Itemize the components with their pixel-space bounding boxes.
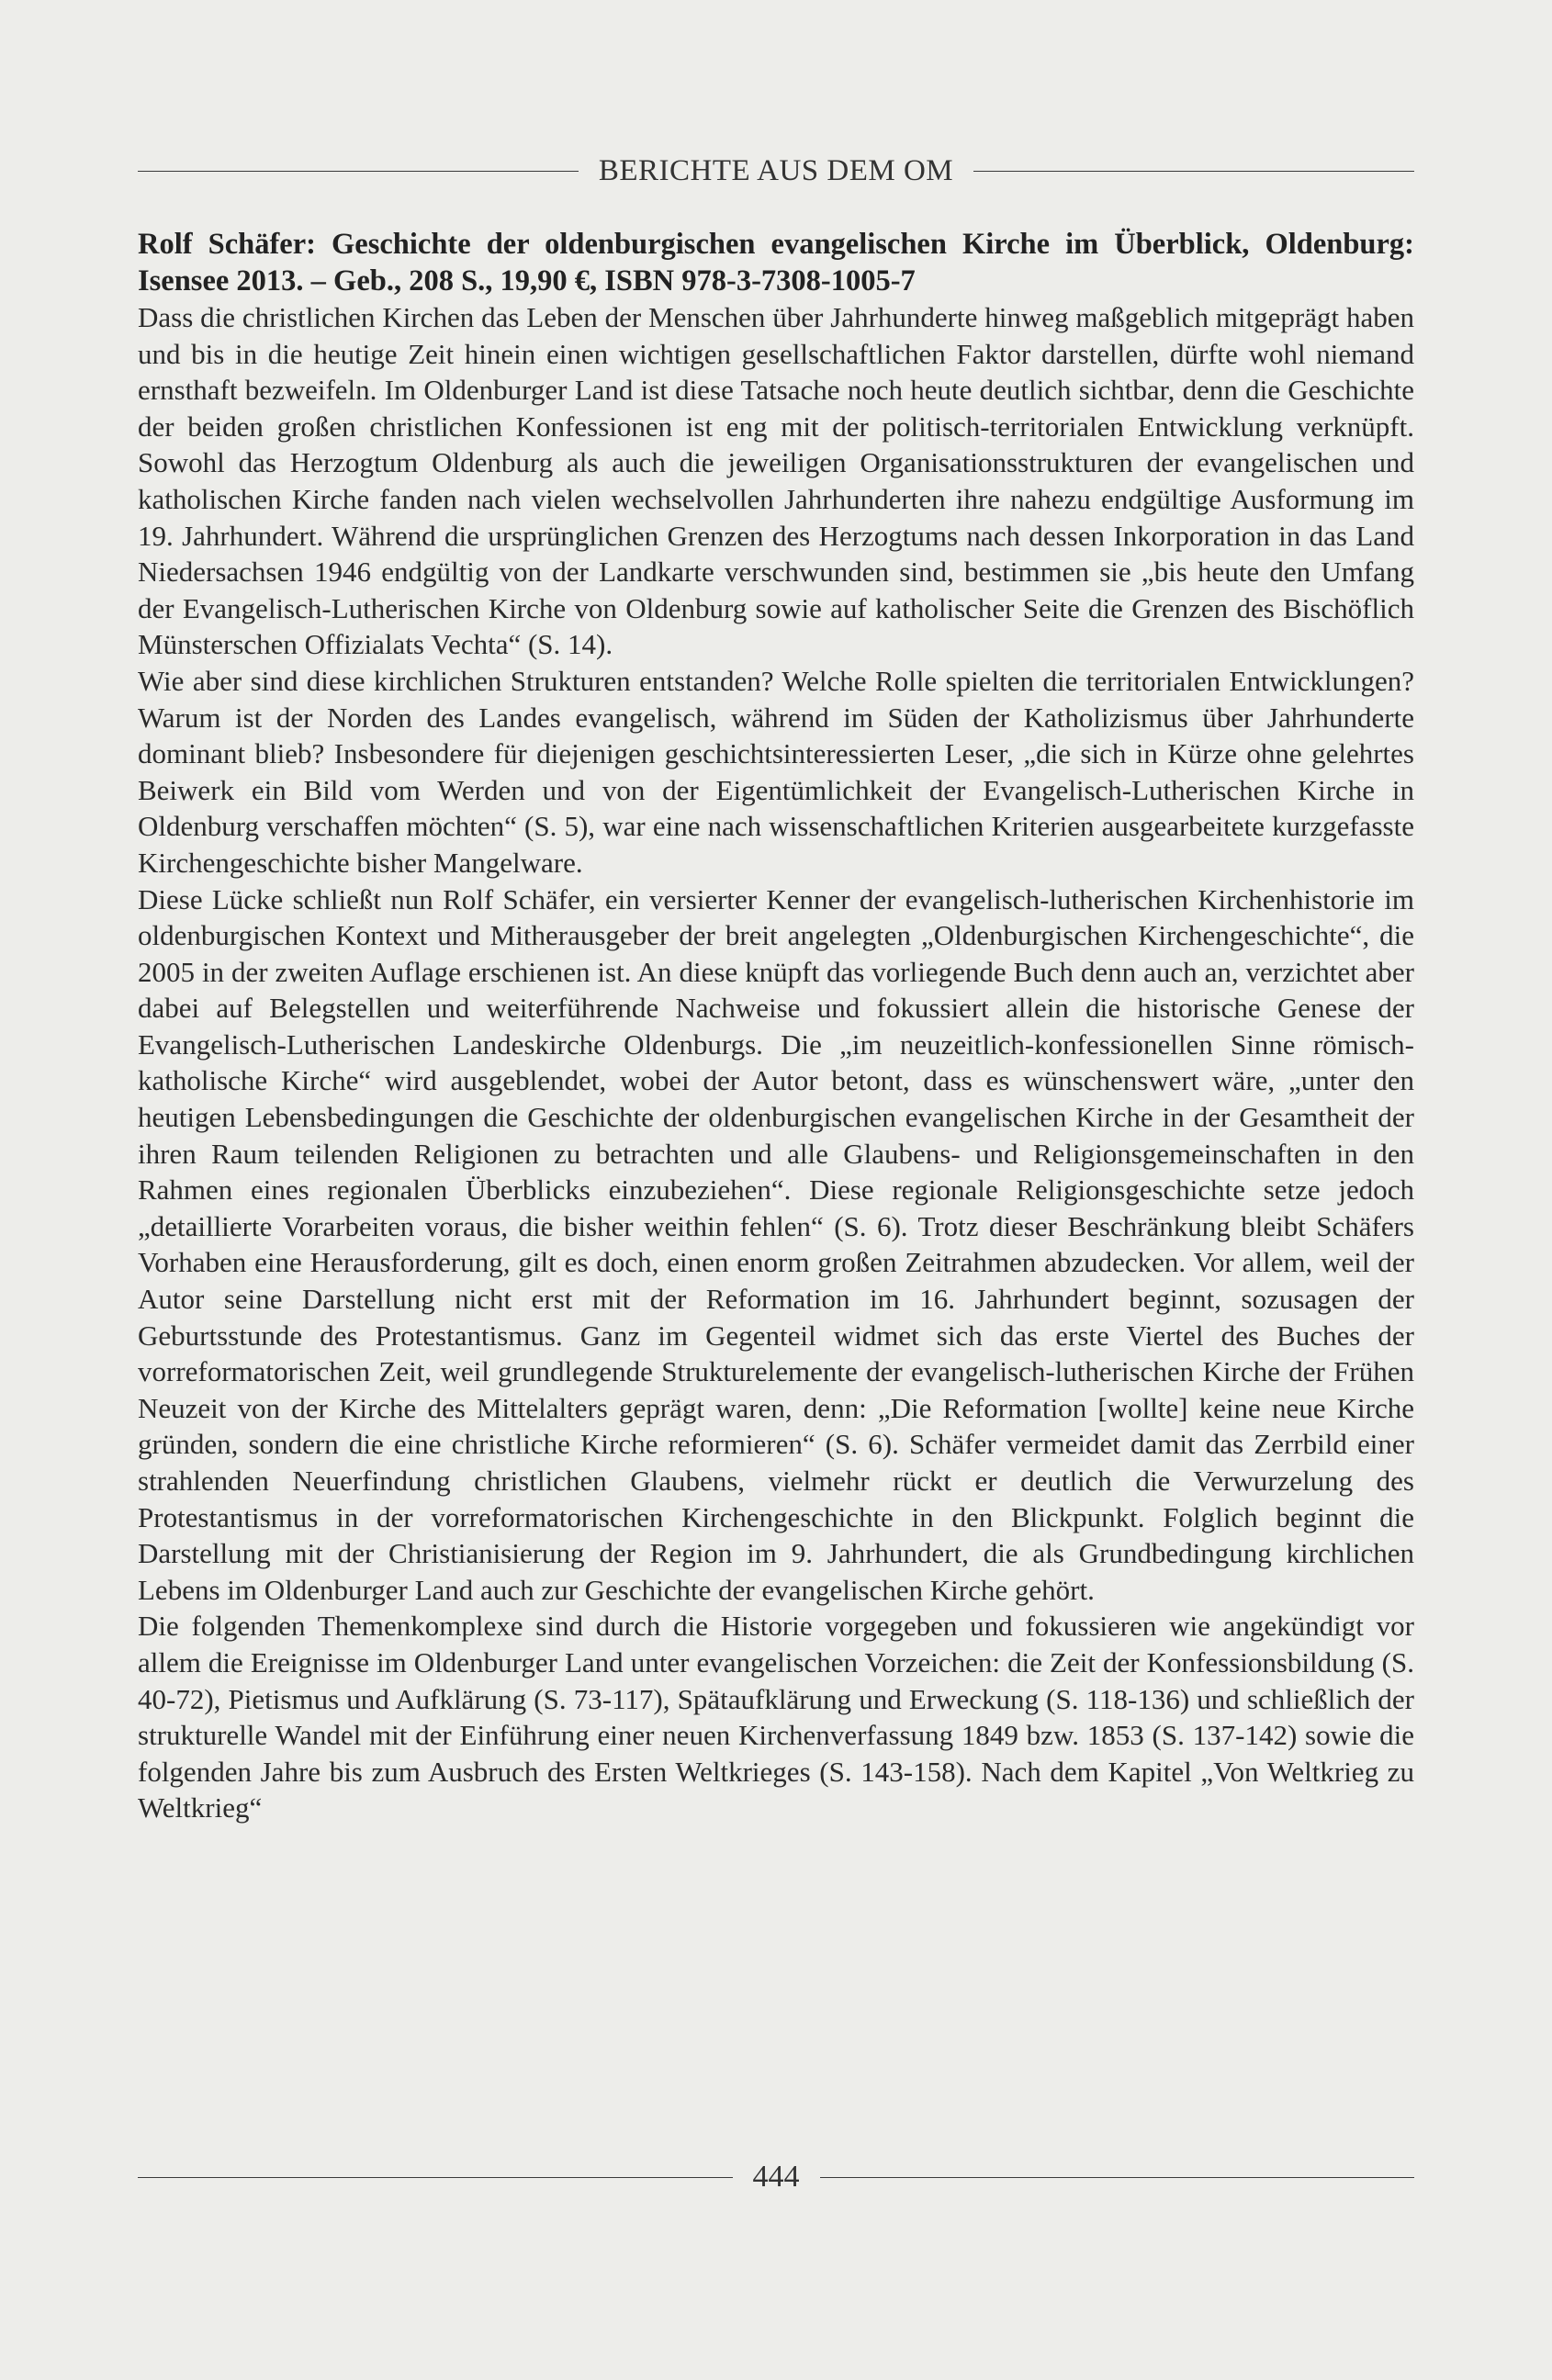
header-rule-left <box>138 171 579 172</box>
page-number: 444 <box>752 2160 800 2194</box>
header-title: BERICHTE AUS DEM OM <box>598 154 954 187</box>
footer-rule-left <box>138 2177 733 2178</box>
paragraph: Wie aber sind diese kirchlichen Strukturen entstanden? Welche Rolle spielten die territorialen Entwicklungen? Warum ist der Norden des Landes evangelisch, während im Süden der Katholizismus über Jahrhunderte dominant blieb? Insbesondere für diejenigen geschichtsinteressierten Leser, „die sich in Kürze ohne gelehrtes Beiwerk ein Bild vom Werden und von der Eigentümlichkeit der Evangelisch-Lutherischen Kirche in Oldenburg verschaffen möchten“ (S. 5), war eine nach wissenschaftlichen Kriterien ausgearbeitete kurzgefasste Kirchengeschichte bisher Mangelware. <box>138 664 1414 879</box>
footer-rule-right <box>820 2177 1415 2178</box>
paragraph: Diese Lücke schließt nun Rolf Schäfer, ein versierter Kenner der evangelisch-lutherischen Kirchenhistorie im oldenburgischen Kontext und Mitherausgeber der breit angelegten „Oldenburgischen Kirchengeschichte“, die 2005 in der zweiten Auflage erschienen ist. An diese knüpft das vorliegende Buch denn auch an, verzichtet aber dabei auf Belegstellen und weiterführende Nachweise und fokussiert allein die historische Genese der Evangelisch-Lutherischen Landeskirche Oldenburgs. Die „im neuzeitlich-konfessionellen Sinne römisch-katholische Kirche“ wird ausgeblendet, wobei der Autor betont, dass es wünschenswert wäre, „unter den heutigen Lebensbedingungen die Geschichte der oldenburgischen evangelischen Kirche in der Gesamtheit der ihren Raum teilenden Religionen zu betrachten und alle Glaubens- und Religionsgemeinschaften in den Rahmen eines regionalen Überblicks einzubeziehen“. Diese regionale Religionsgeschichte setze jedoch „detaillierte Vorarbeiten voraus, die bisher weithin fehlen“ (S. 6). Trotz dieser Beschränkung bleibt Schäfers Vorhaben eine Herausforderung, gilt es doch, einen enorm großen Zeitrahmen abzudecken. Vor allem, weil der Autor seine Darstellung nicht erst mit der Reformation im 16. Jahrhundert beginnt, sozusagen der Geburtsstunde des Protestantismus. Ganz im Gegenteil widmet sich das erste Viertel des Buches der vorreformatorischen Zeit, weil grundlegende Strukturelemente der evangelisch-lutherischen Kirche der Frühen Neuzeit von der Kirche des Mittelalters geprägt waren, denn: „Die Reformation [wollte] keine neue Kirche gründen, sondern die eine christliche Kirche reformieren“ (S. 6). Schäfer vermeidet damit das Zerrbild einer strahlenden Neuerfindung christlichen Glaubens, vielmehr rückt er deutlich die Verwurzelung des Protestantismus in der vorreformatorischen Kirchengeschichte in den Blickpunkt. Folglich beginnt die Darstellung mit der Christianisierung der Region im 9. Jahrhundert, die als Grundbedingung kirchlichen Lebens im Oldenburger Land auch zur Geschichte der evangelischen Kirche gehört. <box>138 882 1414 1606</box>
paragraph: Die folgenden Themenkomplexe sind durch die Historie vorgegeben und fokussieren wie angekündigt vor allem die Ereignisse im Oldenburger Land unter evangelischen Vorzeichen: die Zeit der Konfessionsbildung (S. 40-72), Pietismus und Aufklärung (S. 73-117), Spätaufklärung und Erweckung (S. 118-136) und schließlich der strukturelle Wandel mit der Einführung einer neuen Kirchenverfassung 1849 bzw. 1853 (S. 137-142) sowie die folgenden Jahre bis zum Ausbruch des Ersten Weltkrieges (S. 143-158). Nach dem Kapitel „Von Weltkrieg zu Weltkrieg“ <box>138 1610 1414 1824</box>
review-title: Rolf Schäfer: Geschichte der oldenburgischen evangelischen Kirche im Überblick, Oldenburg: Isensee 2013. – Geb., 208 S., 19,90 €, ISBN 978-3-7308-1005-7 <box>138 228 1414 298</box>
header-rule-right <box>973 171 1414 172</box>
review-article <box>138 226 1414 1826</box>
paragraph: Dass die christlichen Kirchen das Leben der Menschen über Jahrhunderte hinweg maßgeblich mitgeprägt haben und bis in die heutige Zeit hinein einen wichtigen gesellschaftlichen Faktor darstellen, dürfte wohl niemand ernsthaft bezweifeln. Im Oldenburger Land ist diese Tatsache noch heute deutlich sichtbar, denn die Geschichte der beiden großen christlichen Konfessionen ist eng mit der politisch-territorialen Entwicklung verknüpft. Sowohl das Herzogtum Oldenburg als auch die jeweiligen Organisationsstrukturen der evangelischen und katholischen Kirche fanden nach vielen wechselvollen Jahrhunderten ihre nahezu endgültige Ausformung im 19. Jahrhundert. Während die ursprünglichen Grenzen des Herzogtums nach dessen Inkorporation in das Land Niedersachsen 1946 endgültig von der Landkarte verschwunden sind, bestimmen sie „bis heute den Umfang der Evangelisch-Lutherischen Kirche von Oldenburg sowie auf katholischer Seite die Grenzen des Bischöflich Münsterschen Offizialats Vechta“ (S. 14). <box>138 301 1414 661</box>
running-header <box>138 154 1414 188</box>
page-footer <box>138 2160 1414 2195</box>
